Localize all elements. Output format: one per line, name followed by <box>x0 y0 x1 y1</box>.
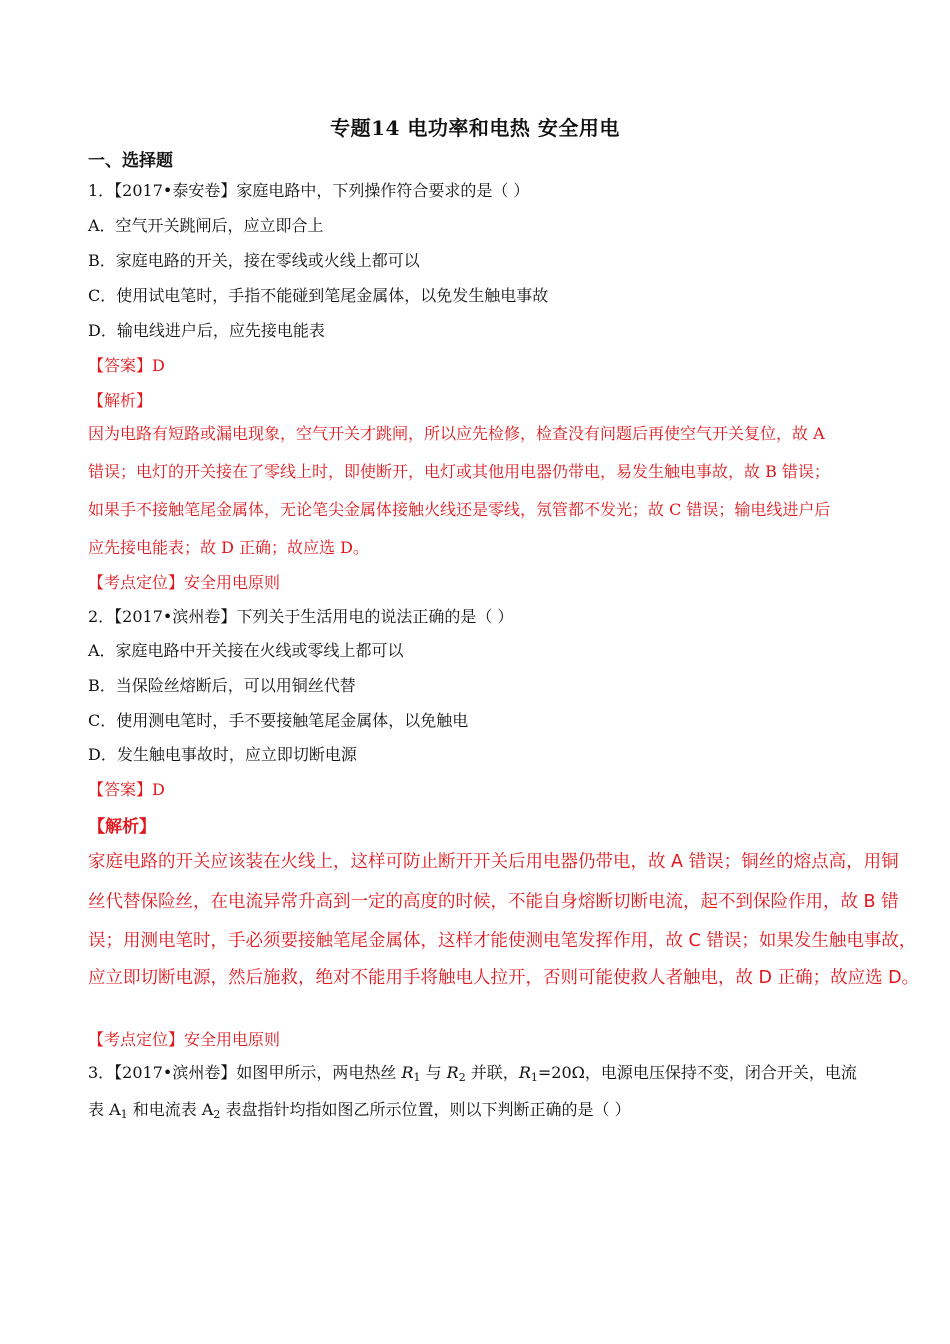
question-2-option-c: C．使用测电笔时，手不要接触笔尾金属体，以免触电 <box>88 711 469 730</box>
question-3-mid: 并联， <box>465 1063 519 1082</box>
resistor-symbol: R <box>518 1063 531 1082</box>
question-2-answer: 【答案】D <box>88 780 165 799</box>
question-3-line2-a: 表 A <box>88 1100 121 1119</box>
question-2-stem: 2．【2017•滨州卷】下列关于生活用电的说法正确的是（ ） <box>88 607 514 626</box>
question-2-location: 【考点定位】安全用电原则 <box>88 1030 281 1049</box>
resistor-symbol: R <box>401 1063 414 1082</box>
question-3-line2-b: 和电流表 A <box>127 1100 214 1119</box>
question-1-analysis-line: 错误；电灯的开关接在了零线上时，即使断开，电灯或其他用电器仍带电，易发生触电事故，故 B 错误； <box>88 462 830 481</box>
question-1-option-c: C．使用试电笔时，手指不能碰到笔尾金属体，以免发生触电事故 <box>88 286 549 305</box>
question-3-condition: =20Ω，电源电压保持不变，闭合开关，电流 <box>537 1063 857 1082</box>
question-2-analysis-line: 丝代替保险丝，在电流异常升高到一定的高度的时候，不能自身熔断切断电流，起不到保险作用，故 B 错 <box>88 892 899 912</box>
question-2-option-b: B．当保险丝熔断后，可以用铜丝代替 <box>88 676 356 695</box>
question-1-answer: 【答案】D <box>88 356 165 375</box>
question-3-stem-line-1 <box>88 1060 857 1084</box>
question-2-analysis-line: 家庭电路的开关应该装在火线上，这样可防止断开开关后用电器仍带电，故 A 错误；铜丝的熔点高，用铜 <box>88 852 899 872</box>
question-1-analysis-line: 因为电路有短路或漏电现象，空气开关才跳闸，所以应先检修，检查没有问题后再使空气开关复位，故 A <box>88 424 825 443</box>
question-1-option-b: B．家庭电路的开关，接在零线或火线上都可以 <box>88 251 420 270</box>
question-2-analysis-line: 应立即切断电源，然后施救，绝对不能用手将触电人拉开，否则可能使救人者触电，故 D 正确；故应选 D。 <box>88 968 920 988</box>
question-2-analysis-line: 误；用测电笔时，手必须要接触笔尾金属体，这样才能使测电笔发挥作用，故 C 错误；如果发生触电事故， <box>88 931 917 951</box>
question-1-location: 【考点定位】安全用电原则 <box>88 573 281 592</box>
question-1-option-d: D．输电线进户后，应先接电能表 <box>88 321 325 340</box>
question-2-option-d: D．发生触电事故时，应立即切断电源 <box>88 745 357 764</box>
question-2-option-a: A．家庭电路中开关接在火线或零线上都可以 <box>88 641 404 660</box>
question-2-analysis-label: 【解析】 <box>88 817 156 837</box>
question-1-analysis-line: 应先接电能表；故 D 正确；故应选 D。 <box>88 538 369 557</box>
subscript: 1 <box>413 1071 421 1084</box>
question-3-line2-c: 表盘指针均指如图乙所示位置，则以下判断正确的是（ ） <box>220 1100 631 1119</box>
document-title: 专题14 电功率和电热 安全用电 <box>330 116 620 140</box>
section-heading: 一、选择题 <box>88 151 173 171</box>
subscript: 1 <box>530 1071 538 1084</box>
question-3-stem-line-2 <box>88 1097 631 1121</box>
subscript: 2 <box>213 1108 221 1121</box>
subscript: 1 <box>120 1108 128 1121</box>
conjunction: 与 <box>420 1063 447 1082</box>
question-1-option-a: A．空气开关跳闸后，应立即合上 <box>88 216 324 235</box>
question-1-stem: 1．【2017•泰安卷】家庭电路中，下列操作符合要求的是（ ） <box>88 181 530 200</box>
question-1-analysis-label: 【解析】 <box>88 391 153 410</box>
question-3-prefix: 3．【2017•滨州卷】如图甲所示，两电热丝 <box>88 1063 402 1082</box>
subscript: 2 <box>458 1071 466 1084</box>
resistor-symbol: R <box>446 1063 459 1082</box>
question-1-analysis-line: 如果手不接触笔尾金属体，无论笔尖金属体接触火线还是零线，氖管都不发光；故 C 错误；输电线进户后 <box>88 500 831 519</box>
